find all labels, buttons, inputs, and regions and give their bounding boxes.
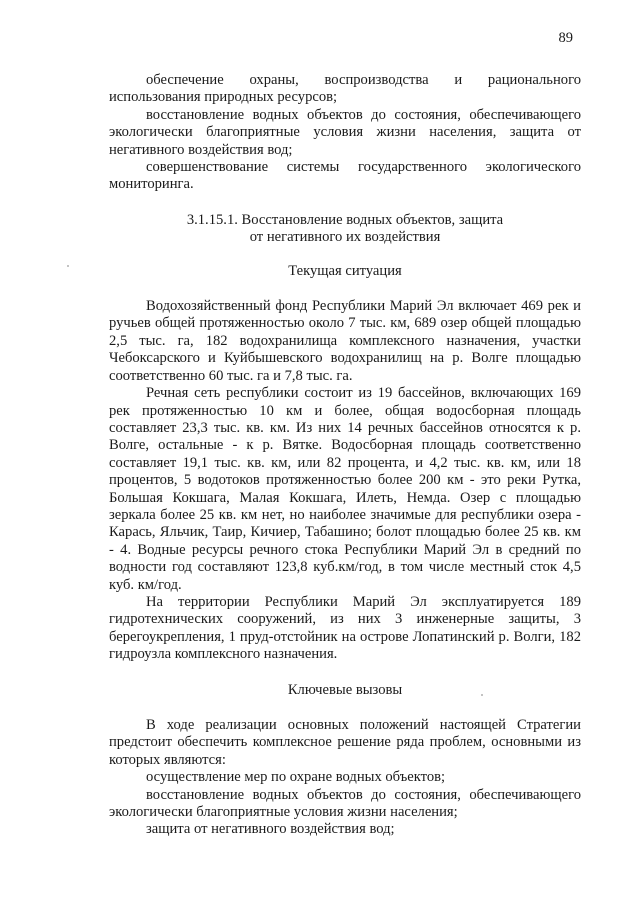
challenge-item: восстановление водных объектов до состояния, обеспечивающего экологически благоприятные условия жизни населения; <box>109 786 581 821</box>
intro-item: обеспечение охраны, воспроизводства и рационального использования природных ресурсов; <box>109 72 581 106</box>
paragraph: Водохозяйственный фонд Республики Марий Эл включает 469 рек и ручьев общей протяженностью около 7 тыс. км, 689 озер общей площадью 2,5 тыс. га, 182 водохранилища комплексного назначения, участки Чебоксарского и Куйбышевского водохранилищ на р. Волге площадью соответственно 60 тыс. га и 7,8 тыс. га. <box>109 298 581 384</box>
paragraph: Речная сеть республики состоит из 19 бассейнов, включающих 169 рек протяженностью 10 км и более, общая водосборная площадь составляет 23,3 тыс. кв. км. Из них 14 речных бассейнов относятся к р. Волге, остальные - к р. Вятке. Водосборная площадь соответственно составляет 19,1 тыс. кв. км, или 82 процента, и 4,2 тыс. кв. км, или 18 процентов, 5 водотоков протяженностью более 200 км - это реки Рутка, Большая Кокшага, Малая Кокшага, Илеть, Немда. Озер с площадью зеркала более 25 кв. км нет, но наиболее значимые для республики озера - Карась, Яльчик, Таир, Кичиер, Табашино; болот площадью более 25 кв. км - 4. Водные ресурсы речного стока Республики Марий Эл в средний по водности год составляют 123,8 куб.км/год, в том числе местный сток 4,5 куб. км/год. <box>109 385 581 593</box>
page-number: 89 <box>558 30 573 46</box>
section-title-line: 3.1.15.1. Восстановление водных объектов, защита <box>186 211 504 228</box>
paragraph: В ходе реализации основных положений настоящей Стратегии предстоит обеспечить комплексное решение ряда проблем, основными из которых являются: <box>109 717 581 768</box>
key-challenges-heading: Ключевые вызовы <box>287 681 403 698</box>
scan-speck <box>481 694 483 696</box>
section-title <box>109 212 581 247</box>
section-title-line: от негативного их воздействия <box>249 229 441 246</box>
page-content <box>109 72 581 839</box>
intro-item: восстановление водных объектов до состояния, обеспечивающего экологически благоприятные условия жизни населения, защита от негативного воздействия вод; <box>109 106 581 158</box>
current-situation-heading: Текущая ситуация <box>288 262 402 279</box>
challenge-item: защита от негативного воздействия вод; <box>146 821 395 838</box>
paragraph: На территории Республики Марий Эл эксплуатируется 189 гидротехнических сооружений, из них 3 инженерные защиты, 3 берегоукрепления, 1 пруд-отстойник на острове Лопатинский р. Волги, 182 гидроузла комплексного назначения. <box>109 593 581 663</box>
scan-speck <box>67 265 69 267</box>
intro-item: совершенствование системы государственного экологического мониторинга. <box>109 159 581 193</box>
challenge-item: осуществление мер по охране водных объектов; <box>146 769 446 786</box>
